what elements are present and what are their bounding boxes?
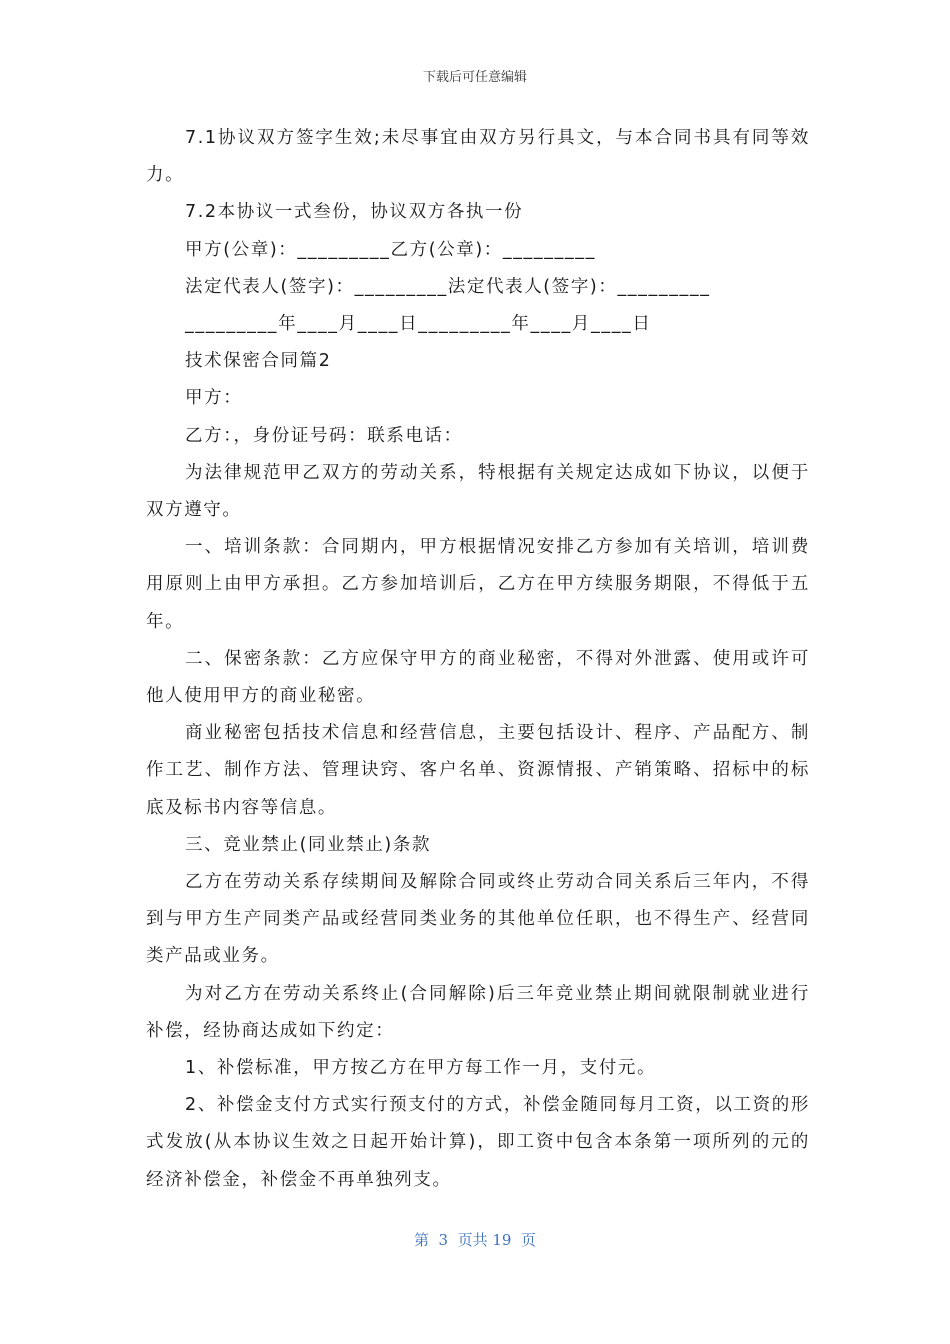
signature-representative-line: 法定代表人(签字)：_________法定代表人(签字)：_________ bbox=[185, 276, 711, 297]
signature-seal-line: 甲方(公章)：_________乙方(公章)：_________ bbox=[185, 239, 597, 260]
signature-date-line: _________年____月____日_________年____月____日 bbox=[185, 314, 652, 335]
trade-secret-definition: 商业秘密包括技术信息和经营信息，主要包括设计、程序、产品配方、制作工艺、制作方法、管理诀窍、客户名单、资源情报、产销策略、招标中的标底及标书内容等信息。 bbox=[146, 723, 810, 818]
compensation-intro: 为对乙方在劳动关系终止(合同解除)后三年竞业禁止期间就限制就业进行补偿，经协商达成如下约定： bbox=[146, 983, 810, 1041]
preamble-paragraph: 为法律规范甲乙双方的劳动关系，特根据有关规定达成如下协议，以便于双方遵守。 bbox=[146, 462, 810, 521]
document-body bbox=[146, 120, 810, 1199]
non-compete-heading: 三、竞业禁止(同业禁止)条款 bbox=[185, 834, 432, 855]
compensation-standard: 1、补偿标准，甲方按乙方在甲方每工作一月，支付元。 bbox=[185, 1058, 657, 1079]
section-title: 技术保密合同篇2 bbox=[185, 351, 332, 372]
clause-7-2: 7.2本协议一式叁份，协议双方各执一份 bbox=[185, 202, 524, 223]
compensation-payment: 2、补偿金支付方式实行预支付的方式，补偿金随同每月工资，以工资的形式发放(从本协议生效之日起开始计算)，即工资中包含本条第一项所列的元的经济补偿金，补偿金不再单独列支。 bbox=[146, 1095, 810, 1190]
confidentiality-clause: 二、保密条款：乙方应保守甲方的商业秘密，不得对外泄露、使用或许可他人使用甲方的商业秘密。 bbox=[146, 648, 810, 707]
page-number: 第 3 页共 19 页 bbox=[413, 1231, 536, 1249]
header-note: 下载后可任意编辑 bbox=[422, 70, 527, 85]
training-clause: 一、培训条款：合同期内，甲方根据情况安排乙方参加有关培训，培训费用原则上由甲方承担。乙方参加培训后，乙方在甲方续服务期限，不得低于五年。 bbox=[146, 537, 810, 632]
party-b-line: 乙方：，身份证号码：联系电话： bbox=[185, 425, 463, 446]
party-a-line: 甲方： bbox=[185, 388, 243, 409]
non-compete-paragraph: 乙方在劳动关系存续期间及解除合同或终止劳动合同关系后三年内，不得到与甲方生产同类产品或经营同类业务的其他单位任职，也不得生产、经营同类产品或业务。 bbox=[146, 872, 810, 967]
clause-7-1: 7.1协议双方签字生效;未尽事宜由双方另行具文，与本合同书具有同等效力。 bbox=[146, 128, 810, 186]
